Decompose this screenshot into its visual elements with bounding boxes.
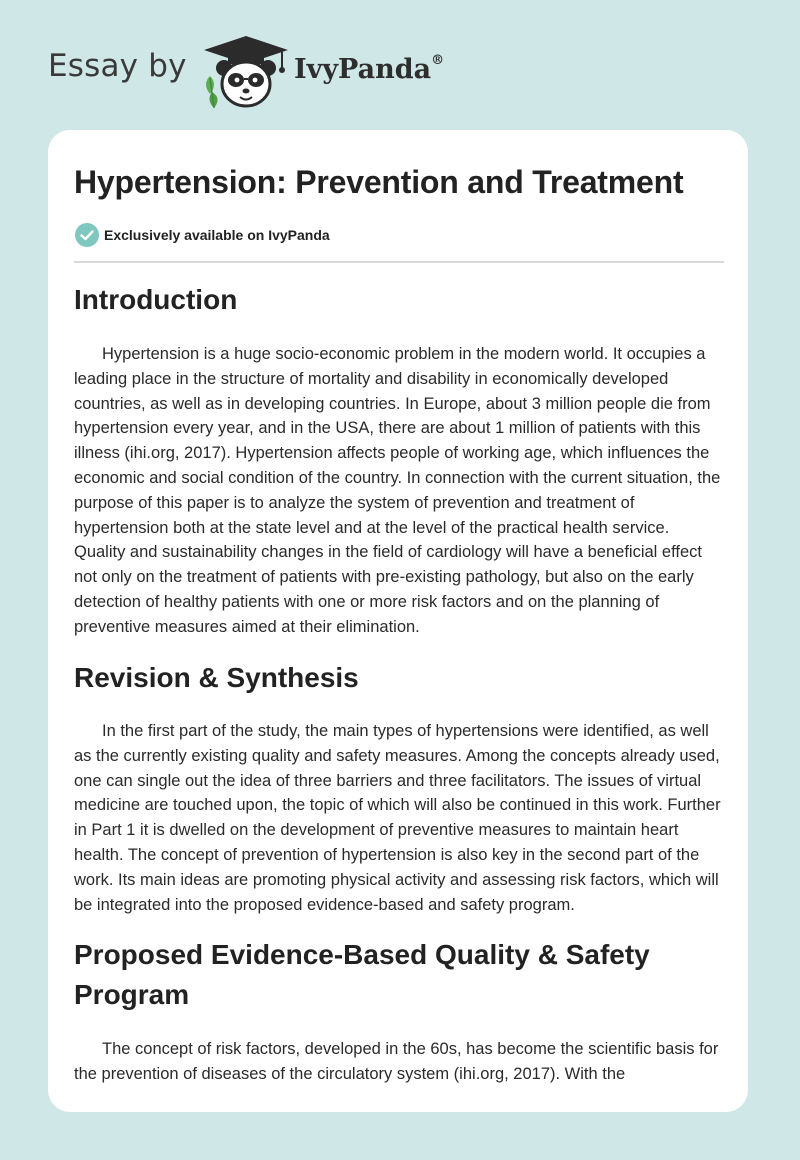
brand-name-text: IvyPanda [294,54,432,85]
panda-graduate-logo-icon[interactable] [200,34,292,110]
exclusive-badge-text: Exclusively available on IvyPanda [104,227,330,243]
divider [74,261,724,263]
article-card [48,130,748,1112]
brand-prefix: Essay by [48,48,187,84]
section-text-proposed-program: The concept of risk factors, developed in the 60s, has become the scientific basis for the prevention of diseases of the circulatory system (ihi.org, 2017). With the [74,1040,719,1083]
brand-name[interactable] [294,54,444,85]
section-heading-introduction: Introduction [74,284,238,315]
exclusive-badge [74,222,330,248]
section-text-introduction: Hypertension is a huge socio-economic problem in the modern world. It occupies a leading place in the structure of mortality and disability in economically developed countries, as well as in developing countries. In Europe, about 3 million people die from hypertension every year, and in the USA, there are about 1 million of patients with this illness (ihi.org, 2017). Hypertension affects people of working age, which influences the economic and social condition of the country. In connection with the current situation, the purpose of this paper is to analyze the system of prevention and treatment of hypertension both at the state level and at the level of the practical health service. Quality and sustainability changes in the field of cardiology will have a beneficial effect not only on the treatment of patients with pre-existing pathology, but also on the early detection of healthy patients with one or more risk factors and on the planning of preventive measures aimed at their elimination. [74,345,721,636]
brand-header [48,30,508,110]
section-heading-proposed-program: Proposed Evidence-Based Quality & Safety Program [74,939,650,1010]
article-title: Hypertension: Prevention and Treatment [74,164,684,200]
section-text-revision-synthesis: In the first part of the study, the main types of hypertensions were identified, as well as the currently existing quality and safety measures. Among the concepts already used, one can single out the idea of three barriers and three facilitators. The issues of virtual medicine are touched upon, the topic of which will also be continued in this work. Further in Part 1 it is dwelled on the development of preventive measures to maintain heart health. The concept of prevention of hypertension is also key in the second part of the work. Its main ideas are promoting physical activity and assessing risk factors, which will be integrated into the proposed evidence-based and safety program. [74,722,721,914]
registered-mark: ® [431,53,445,68]
check-circle-icon [74,222,100,248]
section-heading-revision-synthesis: Revision & Synthesis [74,662,359,693]
